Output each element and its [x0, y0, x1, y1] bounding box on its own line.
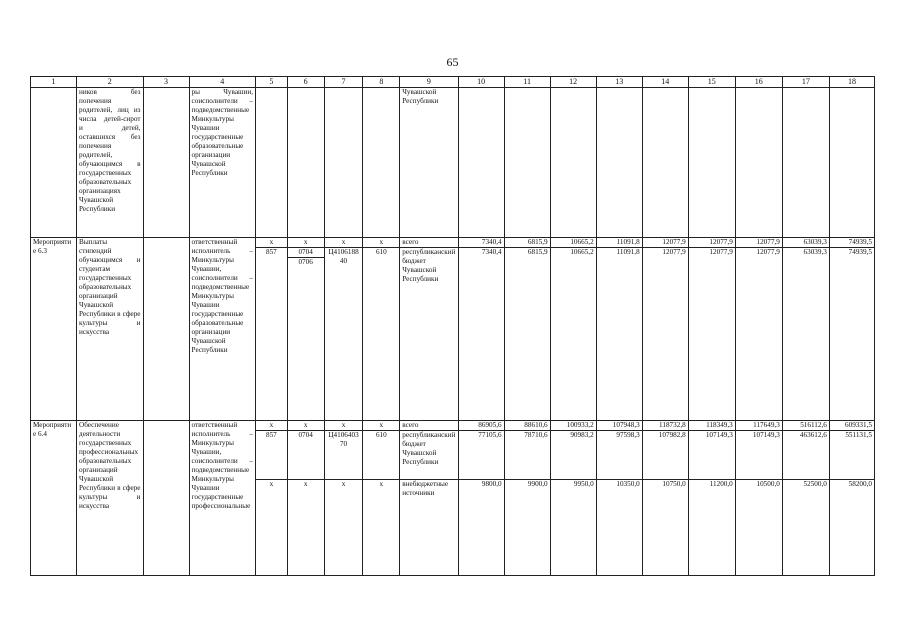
col-header: 14: [642, 77, 688, 88]
cell-value: 107948,3: [612, 421, 640, 429]
cell-measure-id: Мероприятие 6.3: [31, 238, 77, 421]
cell-value: 10750,0: [643, 479, 688, 489]
col-header: 6: [287, 77, 324, 88]
cell-grbs: x: [269, 238, 274, 246]
cell-funding-source: всего: [402, 238, 419, 246]
budget-table: [30, 76, 875, 576]
cell-value: 12077,9: [689, 247, 735, 257]
cell-value: 7340,4: [459, 247, 504, 257]
col-header: 13: [596, 77, 642, 88]
cell-value: 11091,8: [597, 247, 642, 257]
col-header: 10: [458, 77, 504, 88]
table-row-continuation: [31, 88, 875, 238]
col-header: 9: [400, 77, 458, 88]
cell-value: 9800,0: [459, 479, 504, 489]
cell-value: 78710,6: [505, 430, 550, 479]
cell-value: 107149,3: [736, 430, 782, 479]
cell-description: Обеспечение деятельности государственных профессиональных образовательных организаций Чувашской Республики в сфере культуры и искусства: [77, 421, 143, 576]
cell-value: 107149,3: [689, 430, 735, 479]
cell-value: 100933,2: [566, 421, 594, 429]
cell-funding-source: всего: [402, 421, 419, 429]
cell-section: x: [303, 238, 308, 246]
cell-value: 7340,4: [481, 238, 502, 246]
cell-target-article: x: [341, 238, 346, 246]
cell-value: 10665,2: [551, 247, 596, 257]
col-header: 7: [324, 77, 363, 88]
col-header: 17: [782, 77, 829, 88]
col-header: 15: [688, 77, 735, 88]
cell-responsible: ры Чувашии, соисполнители – подведомственные Минкультуры Чувашии государственные образовательные организации Чувашской Республики: [189, 88, 255, 238]
col-header: 3: [143, 77, 189, 88]
col-header: 2: [77, 77, 143, 88]
cell-value: 463612,6: [783, 430, 829, 479]
cell-grbs: 857: [256, 430, 287, 479]
cell-value: 11200,0: [689, 479, 735, 489]
cell-description: Выплаты стипендий обучающимся и студентам государственных образовательных организаций Чувашской Республики в сфере культуры и искусства: [77, 238, 143, 421]
cell-grbs: x: [269, 421, 274, 429]
cell-value: 9900,0: [505, 479, 550, 489]
col-header: 18: [829, 77, 874, 88]
cell-value: 117649,3: [753, 421, 780, 429]
cell-value: 107982,8: [643, 430, 688, 479]
cell-value: 6815,9: [505, 247, 550, 257]
cell-value: 6815,9: [527, 238, 548, 246]
cell-responsible: ответственный исполнитель – Минкультуры Чувашии, соисполнители – подведомственные Минкультуры Чувашии государственные профессиональные: [189, 421, 255, 576]
cell-value: 118349,3: [706, 421, 733, 429]
col-header: 8: [363, 77, 400, 88]
col-header: 4: [189, 77, 255, 88]
cell-target-article: x: [341, 421, 346, 429]
cell-funding-source: Чувашской Республики: [400, 88, 458, 238]
cell-value: 88610,6: [524, 421, 548, 429]
cell-value: 9950,0: [551, 479, 596, 489]
cell-section: 0706: [288, 257, 324, 267]
cell-value: 90983,2: [551, 430, 596, 479]
table-row-measure-6-3: [31, 238, 875, 421]
page-number: 65: [446, 55, 459, 69]
cell-section: 0704: [288, 430, 324, 479]
col-header: 16: [735, 77, 782, 88]
col-header: 5: [256, 77, 288, 88]
cell-value: 12077,9: [662, 238, 686, 246]
cell-value: 10665,2: [570, 238, 594, 246]
cell-target-article: x: [325, 479, 363, 489]
cell-value: 118732,8: [659, 421, 686, 429]
cell-measure-id: Мероприятие 6.4: [31, 421, 77, 576]
cell-value: 97598,3: [597, 430, 642, 479]
cell-value: 52500,0: [783, 479, 829, 489]
col-header: 1: [31, 77, 77, 88]
cell-value: 551131,5: [830, 430, 874, 479]
header-row: [31, 77, 875, 88]
cell-value: 12077,9: [756, 238, 780, 246]
cell-value: 86905,6: [478, 421, 502, 429]
cell-value: 10350,0: [597, 479, 642, 489]
col-header: 12: [550, 77, 596, 88]
cell-value: 12077,9: [643, 247, 688, 257]
cell-responsible: ответственный исполнитель – Минкультуры Чувашии, соисполнители – подведомственные Минкультуры Чувашии государственные образовательные организации Чувашской Республики: [189, 238, 255, 421]
cell-value: 12077,9: [736, 247, 782, 257]
cell-value: 77105,6: [459, 430, 504, 479]
cell-expense-type: 610: [363, 430, 399, 479]
cell-target-article: Ц410618840: [325, 247, 363, 266]
cell-value: 63039,3: [783, 247, 829, 257]
cell-target-article: Ц410640370: [325, 430, 363, 479]
cell-grbs: x: [256, 479, 287, 489]
cell-expense-type: x: [379, 421, 384, 429]
cell-grbs: 857: [256, 247, 287, 257]
cell-value: 63039,3: [803, 238, 827, 246]
cell-funding-source: республиканский бюджет Чувашской Республики: [400, 247, 457, 284]
cell-value: 609331,5: [845, 421, 872, 429]
cell-expense-type: x: [379, 238, 384, 246]
cell-value: 74939,5: [830, 247, 874, 257]
cell-value: 12077,9: [709, 238, 733, 246]
cell-funding-source: республиканский бюджет Чувашской Республики: [400, 430, 457, 479]
cell-section: x: [303, 421, 308, 429]
cell-expense-type: x: [363, 479, 399, 489]
cell-value: 58200,0: [830, 479, 874, 489]
cell-section: x: [288, 479, 324, 489]
cell-value: 11091,8: [616, 238, 640, 246]
cell-description: ников без попечения родителей, лиц из числа детей-сирот и детей, оставшихся без попечения родителей, обучающимся в государственных образовательных организациях Чувашской Республики: [77, 88, 143, 238]
cell-value: 10500,0: [736, 479, 782, 489]
cell-funding-source: внебюджетные источники: [400, 479, 457, 498]
table-row-measure-6-4: [31, 421, 875, 576]
col-header: 11: [504, 77, 550, 88]
cell-expense-type: 610: [363, 247, 399, 257]
cell-value: 516112,6: [800, 421, 827, 429]
cell-value: 74939,5: [848, 238, 872, 246]
cell-section: 0704: [288, 247, 324, 257]
